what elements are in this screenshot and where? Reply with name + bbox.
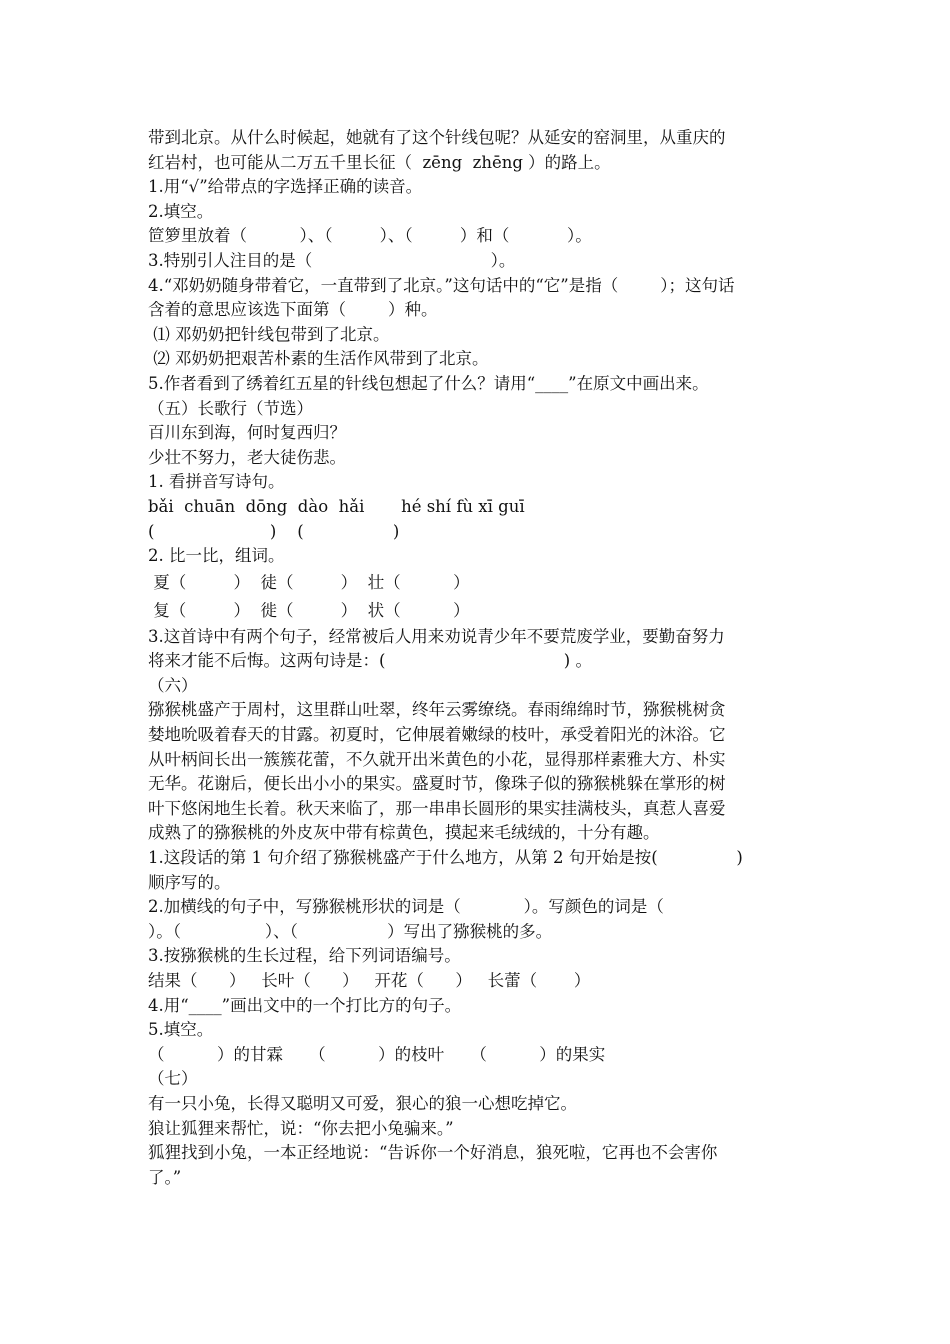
passage-line: 婪地吮吸着春天的甘露。初夏时，它伸展着嫩绿的枝叶，承受着阳光的沐浴。它 (148, 725, 726, 745)
passage-line: 成熟了的猕猴桃的外皮灰中带有棕黄色，摸起来毛绒绒的，十分有趣。 (148, 823, 660, 843)
question-line: 4.“邓奶奶随身带着它，一直带到了北京。”这句话中的“它”是指（ ）；这句话 (148, 275, 735, 295)
question-line: 含着的意思应该选下面第（ ）种。 (148, 300, 438, 320)
passage-line: 叶下悠闲地生长着。秋天来临了，那一串串长圆形的果实挂满枝头，真惹人喜爱 (148, 798, 726, 818)
passage-line: 猕猴桃盛产于周村，这里群山吐翠，终年云雾缭绕。春雨绵绵时节，猕猴桃树贪 (148, 700, 726, 720)
passage-line: 无华。花谢后，便长出小小的果实。盛夏时节，像珠子似的猕猴桃躲在掌形的树 (148, 774, 726, 794)
question-line: 2.加横线的句子中，写猕猴桃形状的词是（ ）。写颜色的词是（ (148, 897, 664, 917)
section-heading: （五）长歌行（节选） (148, 398, 313, 418)
fill-blank-line: （ ）的甘霖 （ ）的枝叶 （ ）的果实 (148, 1044, 606, 1064)
story-line: 了。” (148, 1167, 182, 1187)
question-line: 2.填空。 (148, 201, 214, 221)
pinyin-line: bǎi chuān dōng dào hǎi hé shí fù xī guī (148, 496, 525, 516)
question-line: ）。（ ）、（ ）写出了猕猴桃的多。 (148, 921, 553, 941)
question-line: 1. 看拼音写诗句。 (148, 472, 285, 492)
question-line: 3.按猕猴桃的生长过程，给下列词语编号。 (148, 946, 461, 966)
section-heading: （七） (148, 1069, 198, 1089)
option-line: ⑵ 邓奶奶把艰苦朴素的生活作风带到了北京。 (148, 349, 489, 369)
question-line: 顺序写的。 (148, 872, 231, 892)
question-line: 4.用“____”画出文中的一个打比方的句子。 (148, 995, 462, 1015)
poem-line: 百川东到海，何时复西归？ (148, 423, 346, 443)
question-line: 5.作者看到了绣着红五星的针线包想起了什么？请用“____”在原文中画出来。 (148, 373, 709, 393)
story-line: 狼让狐狸来帮忙，说：“你去把小兔骗来。” (148, 1118, 454, 1138)
text-line: 带到北京。从什么时候起，她就有了这个针线包呢？从延安的窑洞里，从重庆的 (148, 128, 726, 147)
fill-blank-line: 结果（ ） 长叶（ ） 开花（ ） 长蕾（ ） (148, 971, 591, 990)
word-compare-line: 夏（ ） 徒（ ） 壮（ ） (148, 572, 470, 592)
question-line: 3.特别引人注目的是（ ）。 (148, 250, 516, 270)
text-line: 红岩村，也可能从二万五千里长征（ zēng zhēng ）的路上。 (148, 152, 611, 172)
fill-blank-line: 笸箩里放着（ ）、（ ）、（ ）和（ ）。 (148, 226, 592, 246)
passage-line: 从叶柄间长出一簇簇花蕾，不久就开出米黄色的小花，显得那样素雅大方、朴实 (148, 749, 726, 769)
question-line: 1.用“√”给带点的字选择正确的读音。 (148, 177, 423, 197)
question-line: 3.这首诗中有两个句子，经常被后人用来劝说青少年不要荒废学业，要勤奋努力 (148, 626, 725, 646)
document-page (148, 126, 808, 1190)
option-line: ⑴ 邓奶奶把针线包带到了北京。 (148, 324, 390, 344)
question-line: 将来才能不后悔。这两句诗是：( ) 。 (148, 651, 592, 671)
question-line: 5.填空。 (148, 1020, 214, 1040)
section-heading: （六） (148, 675, 198, 695)
answer-blank-line: ( ) ( ) (148, 521, 400, 541)
question-line: 1.这段话的第 1 句介绍了猕猴桃盛产于什么地方，从第 2 句开始是按( ) (148, 848, 743, 868)
word-compare-line: 复（ ） 徙（ ） 状（ ） (148, 600, 470, 620)
question-line: 2. 比一比，组词。 (148, 546, 285, 566)
story-line: 狐狸找到小兔，一本正经地说：“告诉你一个好消息，狼死啦，它再也不会害你 (148, 1143, 718, 1163)
poem-line: 少壮不努力，老大徒伤悲。 (148, 447, 346, 467)
story-line: 有一只小兔，长得又聪明又可爱，狠心的狼一心想吃掉它。 (148, 1093, 577, 1113)
